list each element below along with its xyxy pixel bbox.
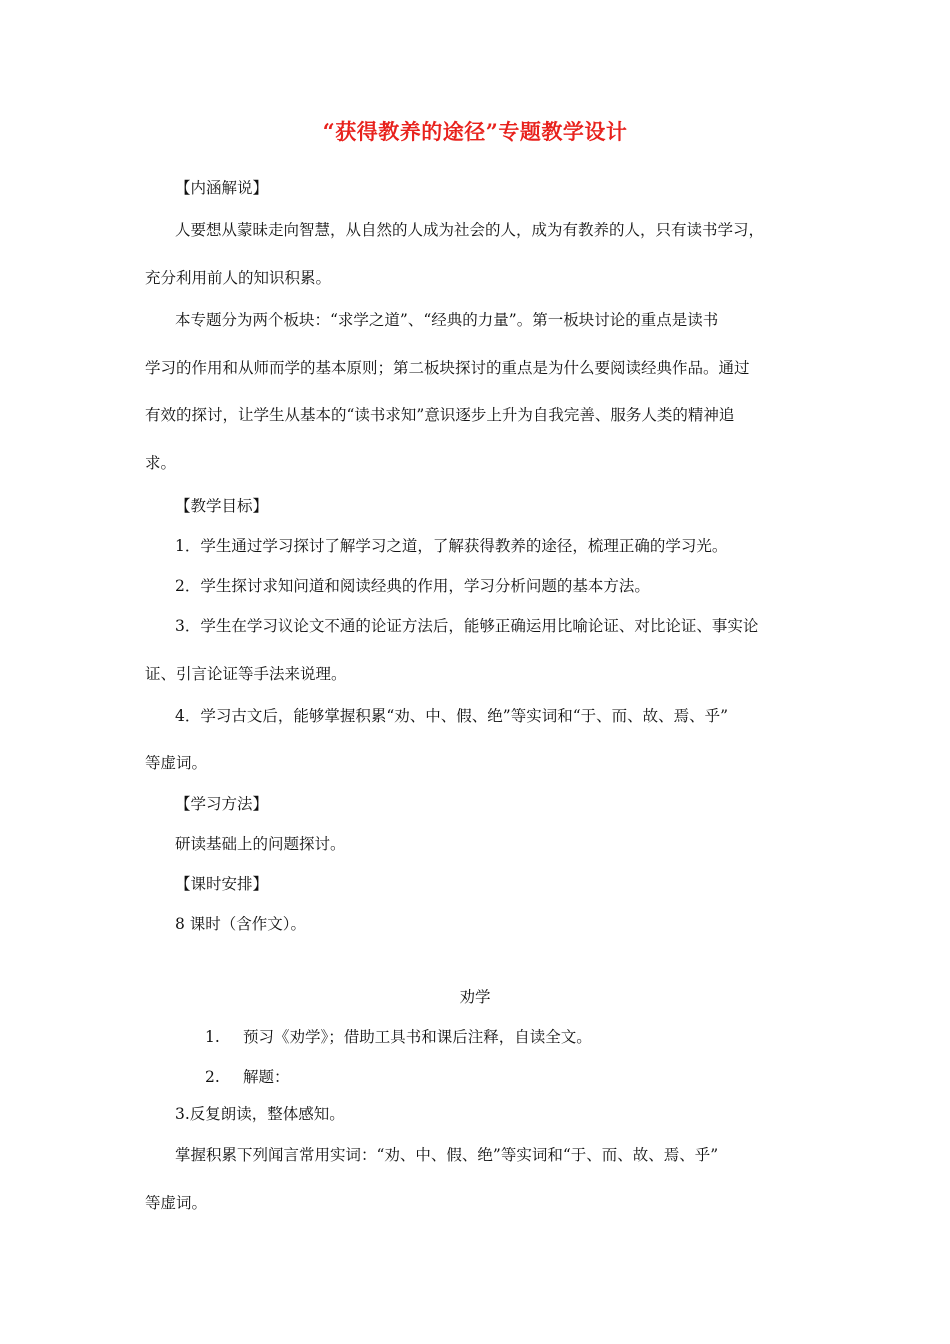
section-heading-schedule: 【课时安排】 [175, 875, 269, 893]
paragraph-line: 求。 [145, 454, 177, 472]
paragraph-line: 本专题分为两个板块：“求学之道”、“经典的力量”。第一板块讨论的重点是读书 [175, 311, 719, 329]
step-text: 解题： [243, 1068, 290, 1086]
method-text: 研读基础上的问题探讨。 [175, 835, 346, 853]
goal-item: 3．学生在学习议论文不通的论证方法后，能够正确运用比喻论证、对比论证、事实论 [175, 617, 759, 635]
schedule-text: 8 课时（含作文）。 [175, 915, 307, 933]
goal-item: 2．学生探讨求知问道和阅读经典的作用，学习分析问题的基本方法。 [175, 577, 650, 595]
paragraph-line: 人要想从蒙昧走向智慧，从自然的人成为社会的人，成为有教养的人，只有读书学习， [175, 221, 765, 239]
section-heading-method: 【学习方法】 [175, 795, 269, 813]
paragraph-line: 充分利用前人的知识积累。 [145, 269, 332, 287]
step-number: 1. [205, 1028, 220, 1046]
lesson-step [205, 1025, 592, 1047]
lesson-step [205, 1065, 290, 1087]
document-title: “获得教养的途径”专题教学设计 [322, 119, 628, 144]
section-heading-connotation: 【内涵解说】 [175, 179, 269, 197]
lesson-heading: 劝学 [459, 988, 491, 1006]
goal-item-continuation: 证、引言论证等手法来说理。 [145, 665, 347, 683]
step-text: 预习《劝学》；借助工具书和课后注释，自读全文。 [243, 1028, 592, 1046]
step-number: 2. [205, 1068, 220, 1086]
goal-item: 4．学习古文后，能够掌握积累“劝、中、假、绝”等实词和“于、而、故、焉、乎” [175, 707, 729, 725]
lesson-step-continuation: 等虚词。 [145, 1194, 208, 1212]
section-heading-goals: 【教学目标】 [175, 497, 269, 515]
lesson-step: 3.反复朗读，整体感知。 [175, 1105, 345, 1123]
goal-item: 1．学生通过学习探讨了解学习之道，了解获得教养的途径，梳理正确的学习光。 [175, 537, 728, 555]
lesson-step: 掌握积累下列闻言常用实词：“劝、中、假、绝”等实词和“于、而、故、焉、乎” [175, 1146, 719, 1164]
paragraph-line: 学习的作用和从师而学的基本原则；第二板块探讨的重点是为什么要阅读经典作品。通过 [145, 359, 750, 377]
paragraph-line: 有效的探讨，让学生从基本的“读书求知”意识逐步上升为自我完善、服务人类的精神追 [145, 406, 735, 424]
goal-item-continuation: 等虚词。 [145, 754, 208, 772]
